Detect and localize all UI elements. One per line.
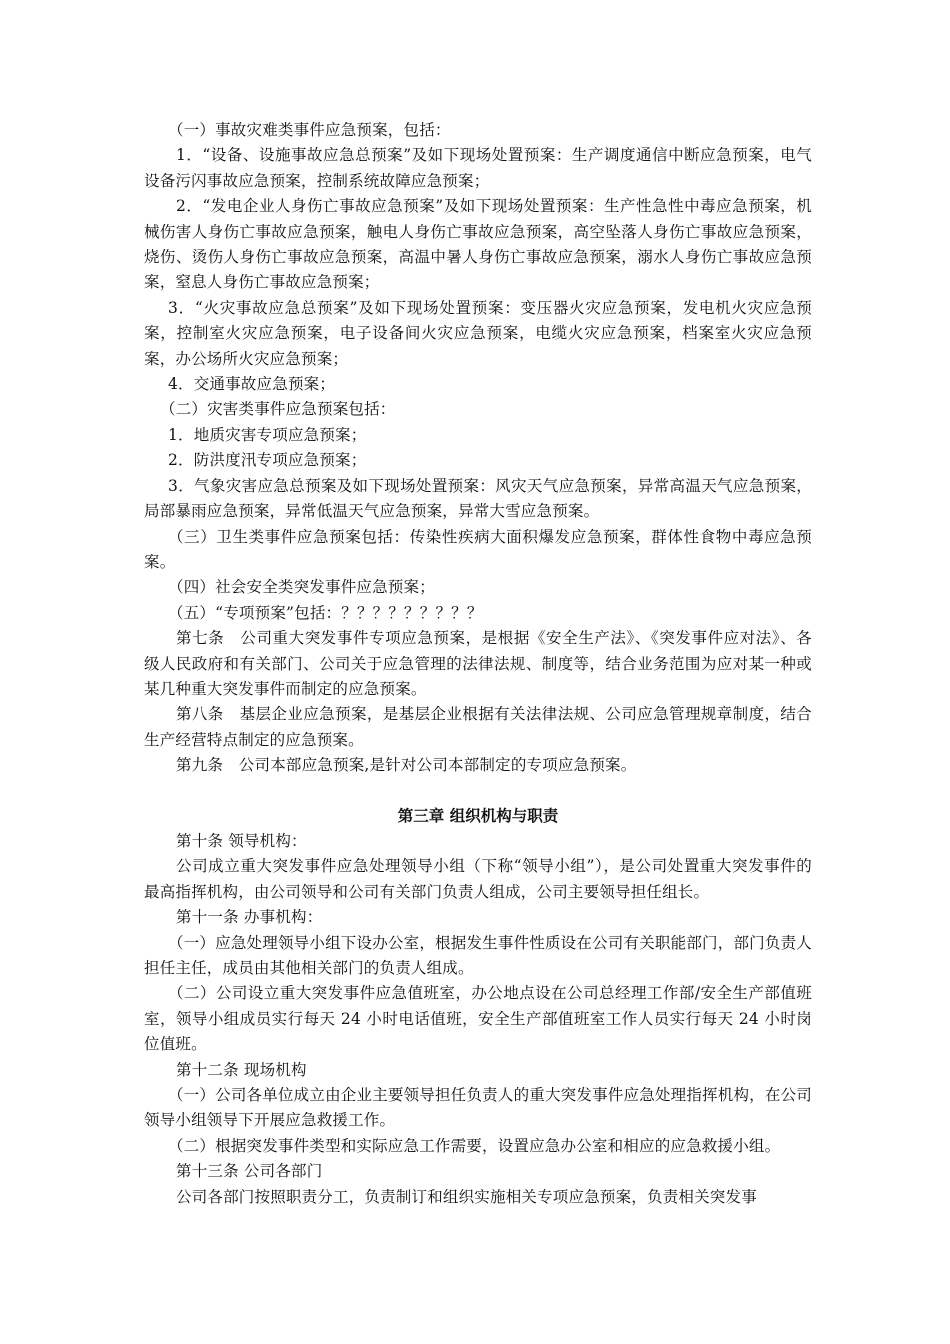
paragraph-injury-plan: 2．“发电企业人身伤亡事故应急预案”及如下现场处置预案：生产性急性中毒应急预案，机械伤害人身伤亡事故应急预案，触电人身伤亡事故应急预案，高空坠落人身伤亡事故应急预案，烧伤、烫伤人身伤亡事故应急预案，高温中暑人身伤亡事故应急预案，溺水人身伤亡事故应急预案，窒息人身伤亡事故应急预案； <box>144 197 812 292</box>
paragraph-article-10: 第十条 领导机构： <box>176 831 307 850</box>
paragraph-duty-room: （二）公司设立重大突发事件应急值班室，办公地点设在公司总经理工作部/安全生产部值班室，领导小组成员实行每天 24 小时电话值班，安全生产部值班室工作人员实行每天 24 小时岗位值班。 <box>144 984 812 1054</box>
paragraph-geology-plan: 1．地质灾害专项应急预案； <box>168 425 367 444</box>
paragraph-fire-plan: 3．“火灾事故应急总预案”及如下现场处置预案：变压器火灾应急预案，发电机火灾应急预案，控制室火灾应急预案，电子设备间火灾应急预案，电缆火灾应急预案，档案室火灾应急预案，办公场所火灾应急预案； <box>144 298 812 368</box>
paragraph-article-8: 第八条 基层企业应急预案，是基层企业根据有关法律法规、公司应急管理规章制度，结合生产经营特点制定的应急预案。 <box>144 705 812 749</box>
paragraph-accident-category: （一）事故灾难类事件应急预案，包括： <box>168 121 451 139</box>
paragraph-field-command: （一）公司各单位成立由企业主要领导担任负责人的重大突发事件应急处理指挥机构，在公司领导小组领导下开展应急救援工作。 <box>144 1086 812 1130</box>
paragraph-office-setup: （一）应急处理领导小组下设办公室，根据发生事件性质设在公司有关职能部门，部门负责人担任主任，成员由其他相关部门的负责人组成。 <box>144 933 812 977</box>
chapter-title: 第三章 组织机构与职责 <box>397 806 559 825</box>
paragraph-flood-plan: 2．防洪度汛专项应急预案； <box>168 451 367 470</box>
paragraph-social-category: （四）社会安全类突发事件应急预案； <box>168 578 435 597</box>
paragraph-leadership-group: 公司成立重大突发事件应急处理领导小组（下称“领导小组”），是公司处置重大突发事件的最高指挥机构，由公司领导和公司有关部门负责人组成，公司主要领导担任组长。 <box>144 857 812 901</box>
paragraph-weather-plan: 3．气象灾害应急总预案及如下现场处置预案：风灾天气应急预案，异常高温天气应急预案，局部暴雨应急预案，异常低温天气应急预案，异常大雪应急预案。 <box>144 476 812 521</box>
paragraph-rescue-teams: （二）根据突发事件类型和实际应急工作需要，设置应急办公室和相应的应急救援小组。 <box>168 1136 781 1155</box>
paragraph-health-category: （三）卫生类事件应急预案包括：传染性疾病大面积爆发应急预案，群体性食物中毒应急预案。 <box>144 527 812 571</box>
paragraph-equipment-plan: 1．“设备、设施事故应急总预案”及如下现场处置预案：生产调度通信中断应急预案，电气设备污闪事故应急预案，控制系统故障应急预案； <box>144 146 812 190</box>
paragraph-article-7: 第七条 公司重大突发事件专项应急预案，是根据《安全生产法》、《突发事件应对法》、各级人民政府和有关部门、公司关于应急管理的法律法规、制度等，结合业务范围为应对某一种或某几种重大突发事件而制定的应急预案。 <box>144 629 812 698</box>
paragraph-special-plans: （五）“专项预案”包括：？？？？？？？？？ <box>168 603 483 622</box>
paragraph-article-13: 第十三条 公司各部门 <box>176 1162 323 1181</box>
document-page <box>144 118 812 1210</box>
paragraph-article-12: 第十二条 现场机构 <box>176 1060 307 1079</box>
paragraph-departments: 公司各部门按照职责分工，负责制订和组织实施相关专项应急预案，负责相关突发事 <box>176 1187 757 1206</box>
paragraph-traffic-plan: 4．交通事故应急预案； <box>168 375 336 394</box>
paragraph-article-9: 第九条 公司本部应急预案,是针对公司本部制定的专项应急预案。 <box>176 756 637 775</box>
paragraph-article-11: 第十一条 办事机构： <box>176 908 323 927</box>
paragraph-disaster-category: （二）灾害类事件应急预案包括： <box>160 400 396 419</box>
